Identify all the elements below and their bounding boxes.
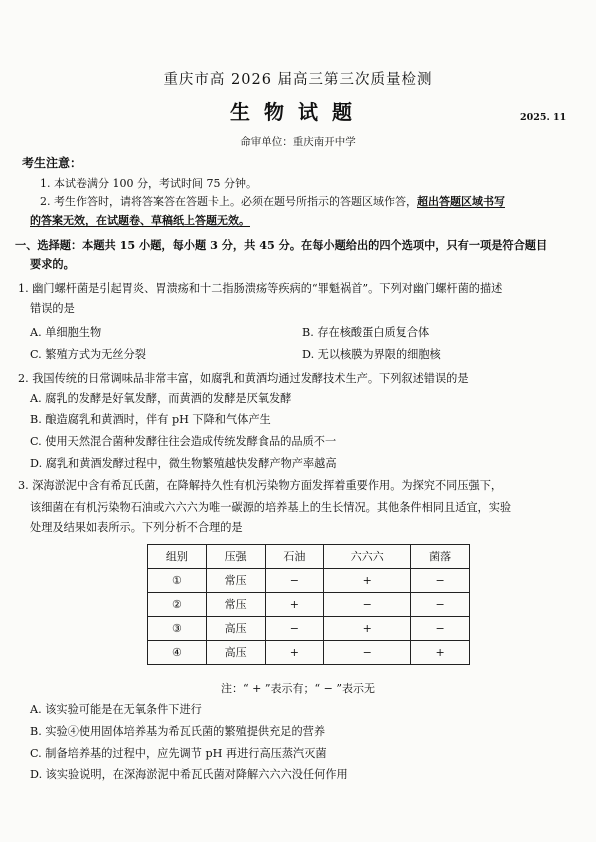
section-heading: 一、选择题：本题共 15 小题，每小题 3 分，共 45 分。在每小题给出的四个选项中，只有一项是符合题目 [15,238,548,252]
notice-item-2-text: 2. 考生作答时，请将答案答在答题卡上。必须在题号所指示的答题区域作答， [40,195,417,208]
table-cell: − [411,593,470,617]
table-row [148,593,470,617]
table-header-row [148,545,470,569]
q3-stem: 3. 深海淤泥中含有希瓦氏菌，在降解持久性有机污染物方面发挥着重要作用。为探究不同压强下， [18,479,503,492]
table-cell: ③ [148,617,207,641]
q2-option-d: D. 腐乳和黄酒发酵过程中，微生物繁殖越快发酵产物产率越高 [30,457,337,470]
table-cell: − [411,617,470,641]
table-cell: ④ [148,641,207,665]
exam-date: 2025. 11 [520,112,567,123]
notice-item-1: 1. 本试卷满分 100 分，考试时间 75 分钟。 [40,177,257,190]
q2-option-a: A. 腐乳的发酵是好氧发酵，而黄酒的发酵是厌氧发酵 [30,392,292,405]
table-cell: + [265,641,324,665]
q2-option-b: B. 酿造腐乳和黄酒时，伴有 pH 下降和气体产生 [30,413,271,426]
q3-option-a: A. 该实验可能是在无氧条件下进行 [30,703,202,716]
q1-option-b: B. 存在核酸蛋白质复合体 [302,326,430,339]
table-cell: 常压 [206,593,265,617]
table-header-cell: 菌落 [411,545,470,569]
q1-stem-continued: 错误的是 [30,302,75,315]
q1-option-a: A. 单细胞生物 [30,326,102,339]
table-cell: − [265,569,324,593]
table-row [148,569,470,593]
subject-title: 生物试题 [230,100,366,124]
exam-title: 重庆市高 2026 届高三第三次质量检测 [163,72,433,88]
table-note: 注：“ + ”表示有；“ − ”表示无 [221,682,375,695]
table-cell: 高压 [206,641,265,665]
table-cell: ② [148,593,207,617]
table-cell: 高压 [206,617,265,641]
q3-stem-continued-2: 处理及结果如表所示。下列分析不合理的是 [30,521,243,534]
q1-option-c: C. 繁殖方式为无丝分裂 [30,348,146,361]
table-row [148,641,470,665]
table-header-cell: 石油 [265,545,324,569]
table-cell: − [324,641,411,665]
table-cell: − [411,569,470,593]
table-cell: − [265,617,324,641]
table-cell: + [411,641,470,665]
q2-option-c: C. 使用天然混合菌种发酵往往会造成传统发酵食品的品质不一 [30,435,337,448]
notice-title: 考生注意： [22,156,83,170]
q3-option-b: B. 实验④使用固体培养基为希瓦氏菌的繁殖提供充足的营养 [30,725,326,738]
table-cell: − [324,593,411,617]
q3-option-d: D. 该实验说明，在深海淤泥中希瓦氏菌对降解六六六没任何作用 [30,768,348,781]
table-cell: + [324,617,411,641]
table-header-cell: 压强 [206,545,265,569]
notice-item-2 [40,194,580,210]
q2-stem: 2. 我国传统的日常调味品非常丰富，如腐乳和黄酒均通过发酵技术生产。下列叙述错误的是 [18,372,469,385]
table-row [148,617,470,641]
q3-stem-continued-1: 该细菌在有机污染物石油或六六六为唯一碳源的培养基上的生长情况。其他条件相同且适宜，实验 [30,501,512,514]
notice-item-2-continued: 的答案无效，在试题卷、草稿纸上答题无效。 [30,214,250,227]
table-cell: + [265,593,324,617]
table-cell: ① [148,569,207,593]
table-header-cell: 组别 [148,545,207,569]
author-unit: 命审单位：重庆南开中学 [240,136,356,148]
table-cell: 常压 [206,569,265,593]
section-heading-continued: 要求的。 [30,257,75,271]
notice-item-2-emphasis: 超出答题区域书写 [417,195,505,208]
table-cell: + [324,569,411,593]
table-header-cell: 六六六 [324,545,411,569]
q1-option-d: D. 无以核膜为界限的细胞核 [302,348,441,361]
q3-option-c: C. 制备培养基的过程中，应先调节 pH 再进行高压蒸汽灭菌 [30,747,327,760]
results-table [147,544,470,665]
q1-stem: 1. 幽门螺杆菌是引起胃炎、胃溃疡和十二指肠溃疡等疾病的“罪魁祸首”。下列对幽门螺杆菌的描述 [18,282,503,295]
